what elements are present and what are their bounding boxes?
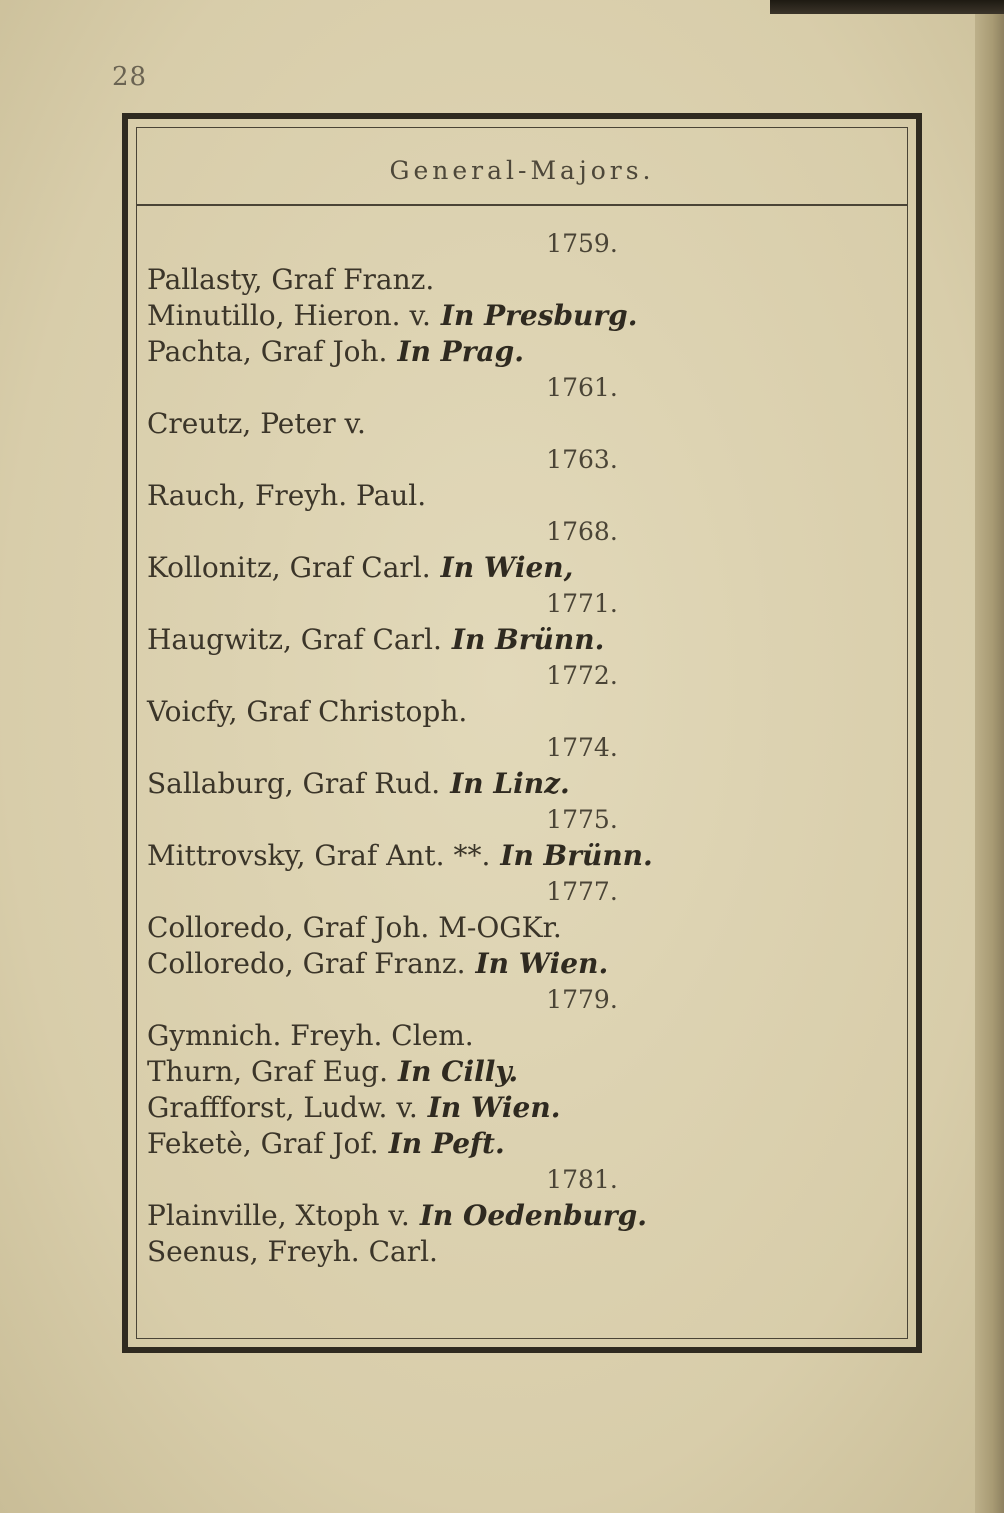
year-heading: 1774. bbox=[546, 733, 618, 762]
officer-name: Seenus, Freyh. Carl. bbox=[147, 1235, 438, 1268]
list-frame bbox=[122, 113, 922, 1353]
officer-name: Feketè, Graf Jof. bbox=[147, 1127, 379, 1160]
year-heading: 1761. bbox=[546, 373, 618, 402]
officer-name: Colloredo, Graf Franz. bbox=[147, 947, 466, 980]
officer-location: In Brünn. bbox=[500, 839, 653, 872]
officer-name: Voicfy, Graf Christoph. bbox=[147, 695, 468, 728]
officer-name: Sallaburg, Graf Rud. bbox=[147, 767, 441, 800]
list-item bbox=[147, 1054, 907, 1090]
list-item bbox=[147, 550, 907, 586]
list-item bbox=[147, 334, 907, 370]
list-item bbox=[147, 298, 907, 334]
officer-list bbox=[147, 226, 907, 1270]
list-item bbox=[147, 262, 907, 298]
year-heading: 1777. bbox=[546, 877, 618, 906]
officer-name: Colloredo, Graf Joh. M-OGKr. bbox=[147, 911, 562, 944]
officer-location: In Peft. bbox=[388, 1127, 505, 1160]
year-heading: 1759. bbox=[546, 229, 618, 258]
officer-name: Mittrovsky, Graf Ant. **. bbox=[147, 839, 491, 872]
year-heading: 1768. bbox=[546, 517, 618, 546]
officer-name: Plainville, Xtoph v. bbox=[147, 1199, 410, 1232]
officer-name: Haugwitz, Graf Carl. bbox=[147, 623, 442, 656]
officer-name: Thurn, Graf Eug. bbox=[147, 1055, 388, 1088]
page-number: 28 bbox=[112, 62, 148, 92]
officer-name: Gymnich. Freyh. Clem. bbox=[147, 1019, 474, 1052]
year-heading: 1763. bbox=[546, 445, 618, 474]
officer-location: In Prag. bbox=[397, 335, 524, 368]
list-item bbox=[147, 766, 907, 802]
officer-name: Graffforst, Ludw. v. bbox=[147, 1091, 418, 1124]
list-item bbox=[147, 1198, 907, 1234]
officer-location: In Linz. bbox=[450, 767, 570, 800]
year-heading: 1775. bbox=[546, 805, 618, 834]
list-item bbox=[147, 838, 907, 874]
officer-name: Pachta, Graf Joh. bbox=[147, 335, 388, 368]
list-item bbox=[147, 1090, 907, 1126]
officer-location: In Wien. bbox=[475, 947, 609, 980]
officer-location: In Wien, bbox=[440, 551, 574, 584]
list-item bbox=[147, 622, 907, 658]
year-heading: 1781. bbox=[546, 1165, 618, 1194]
list-item bbox=[147, 406, 907, 442]
page-title: General-Majors. bbox=[389, 156, 655, 185]
officer-name: Minutillo, Hieron. v. bbox=[147, 299, 431, 332]
year-heading: 1772. bbox=[546, 661, 618, 690]
list-item bbox=[147, 694, 907, 730]
list-item bbox=[147, 478, 907, 514]
officer-name: Pallasty, Graf Franz. bbox=[147, 263, 435, 296]
officer-location: In Oedenburg. bbox=[419, 1199, 647, 1232]
list-item bbox=[147, 1234, 907, 1270]
officer-location: In Cilly. bbox=[397, 1055, 519, 1088]
officer-location: In Presburg. bbox=[440, 299, 638, 332]
year-heading: 1779. bbox=[546, 985, 618, 1014]
list-item bbox=[147, 1018, 907, 1054]
list-item bbox=[147, 946, 907, 982]
page-corner-shadow bbox=[770, 0, 1004, 14]
officer-name: Creutz, Peter v. bbox=[147, 407, 366, 440]
list-item bbox=[147, 1126, 907, 1162]
officer-location: In Brünn. bbox=[451, 623, 605, 656]
officer-location: In Wien. bbox=[427, 1091, 561, 1124]
list-frame-inner bbox=[136, 127, 908, 1339]
heading-divider bbox=[137, 204, 907, 206]
list-item bbox=[147, 910, 907, 946]
officer-name: Kollonitz, Graf Carl. bbox=[147, 551, 431, 584]
year-heading: 1771. bbox=[546, 589, 618, 618]
officer-name: Rauch, Freyh. Paul. bbox=[147, 479, 427, 512]
page-edge-shadow bbox=[975, 0, 1004, 1513]
